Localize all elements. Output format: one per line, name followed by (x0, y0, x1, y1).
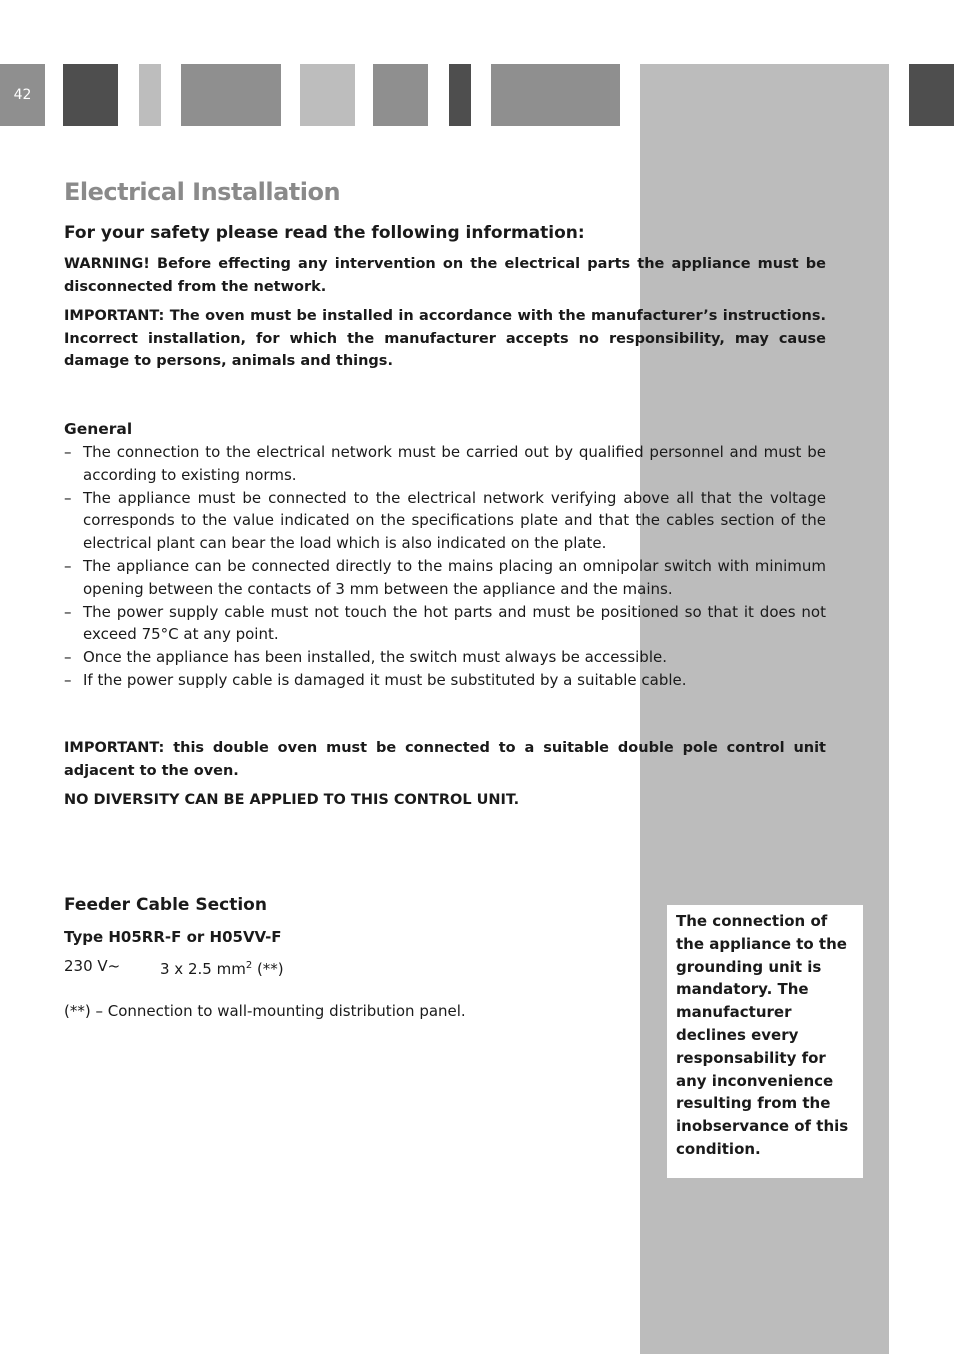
header-block (63, 64, 118, 126)
warning-text: WARNING! Before effecting any intervention on the electrical parts the appliance must be disconnected from the network. (64, 256, 826, 295)
general-list (64, 441, 826, 692)
list-item: – If the power supply cable is damaged it must be substituted by a suitable cable. (64, 670, 687, 689)
voltage-value: 230 V~ (64, 957, 121, 975)
no-diversity-text: NO DIVERSITY CAN BE APPLIED TO THIS CONTROL UNIT. (64, 792, 520, 808)
safety-heading: For your safety please read the following information: (64, 223, 585, 243)
footnote: (**) – Connection to wall-mounting distribution panel. (64, 1002, 466, 1020)
list-item: – Once the appliance has been installed, the switch must always be accessible. (64, 648, 667, 667)
control-unit-important: IMPORTANT: this double oven must be connected to a suitable double pole control unit adjacent to the oven. (64, 740, 826, 779)
cable-type: Type H05RR-F or H05VV-F (64, 928, 282, 946)
page-title: Electrical Installation (64, 178, 341, 206)
important-text: IMPORTANT: The oven must be installed in accordance with the manufacturer’s instructions. Incorrect installation, for which the manufacturer accepts no responsibility, may cause damage to persons, animals and things. (64, 308, 826, 369)
header-block (491, 64, 620, 126)
list-item: – The connection to the electrical network must be carried out by qualified personnel and must be according to existing norms. (64, 443, 826, 484)
grounding-note-box (667, 905, 863, 1178)
header-block (449, 64, 471, 126)
header-block (300, 64, 355, 126)
section-value: 3 x 2.5 $mm^2$ (**) (160, 960, 284, 978)
page-number: 42 (0, 64, 45, 126)
list-item: – The appliance can be connected directly to the mains placing an omnipolar switch with minimum opening between the contacts of 3 mm between the appliance and the mains. (64, 556, 826, 598)
list-item: – The appliance must be connected to the electrical network verifying above all that the voltage corresponds to the value indicated on the specifications plate and that the cables section of the electrical plant can bear the load which is also indicated on the plate. (64, 488, 826, 553)
header-block (181, 64, 281, 126)
header-block (373, 64, 428, 126)
feeder-heading: Feeder Cable Section (64, 895, 267, 915)
grounding-note-text: The connection of the appliance to the grounding unit is mandatory. The manufacturer declines every responsability for any inconvenience resulting from the inobservance of this condition. (676, 912, 849, 1158)
header-block (909, 64, 954, 126)
list-item: – The power supply cable must not touch the hot parts and must be positioned so that it does not exceed 75°C at any point. (64, 602, 826, 644)
header-block (139, 64, 161, 126)
general-heading: General (64, 420, 133, 438)
